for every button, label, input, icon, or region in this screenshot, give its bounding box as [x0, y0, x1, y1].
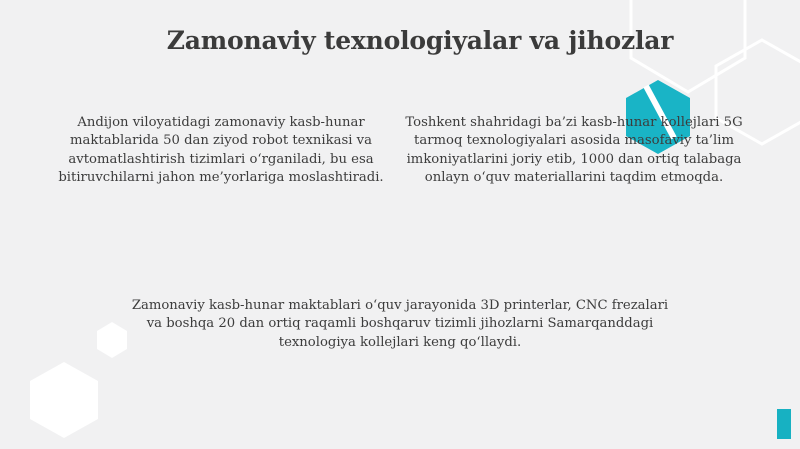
- paragraph-andijon: Andijon viloyatidagi zamonaviy kasb-hunar maktablarida 50 dan ziyod robot texnikasi va avtomatlashtirish tizimlari o‘rganiladi, bu esa bitiruvchilarni jahon me’yorlariga moslashtiradi.: [58, 115, 384, 186]
- paragraph-toshkent: Toshkent shahridagi ba’zi kasb-hunar kollejlari 5G tarmoq texnologiyalari asosida masofaviy ta’lim imkoniyatlarini joriy etib, 1000 dan ortiq talabaga onlayn o‘quv materiallarini taqdim etmoqda.: [405, 115, 743, 186]
- paragraph-samarqand: Zamonaviy kasb-hunar maktablari o‘quv jarayonida 3D printerlar, CNC frezalari va boshqa 20 dan ortiq raqamli boshqaruv tizimli jihozlarni Samarqanddagi texnologiya kollejlari keng qo‘llaydi.: [131, 298, 669, 350]
- slide-title: Zamonaviy texnologiyalar va jihozlar: [166, 26, 674, 55]
- hexagon-large-left: [30, 362, 98, 438]
- accent-bar: [777, 409, 791, 439]
- hexagon-small-left: [97, 322, 127, 358]
